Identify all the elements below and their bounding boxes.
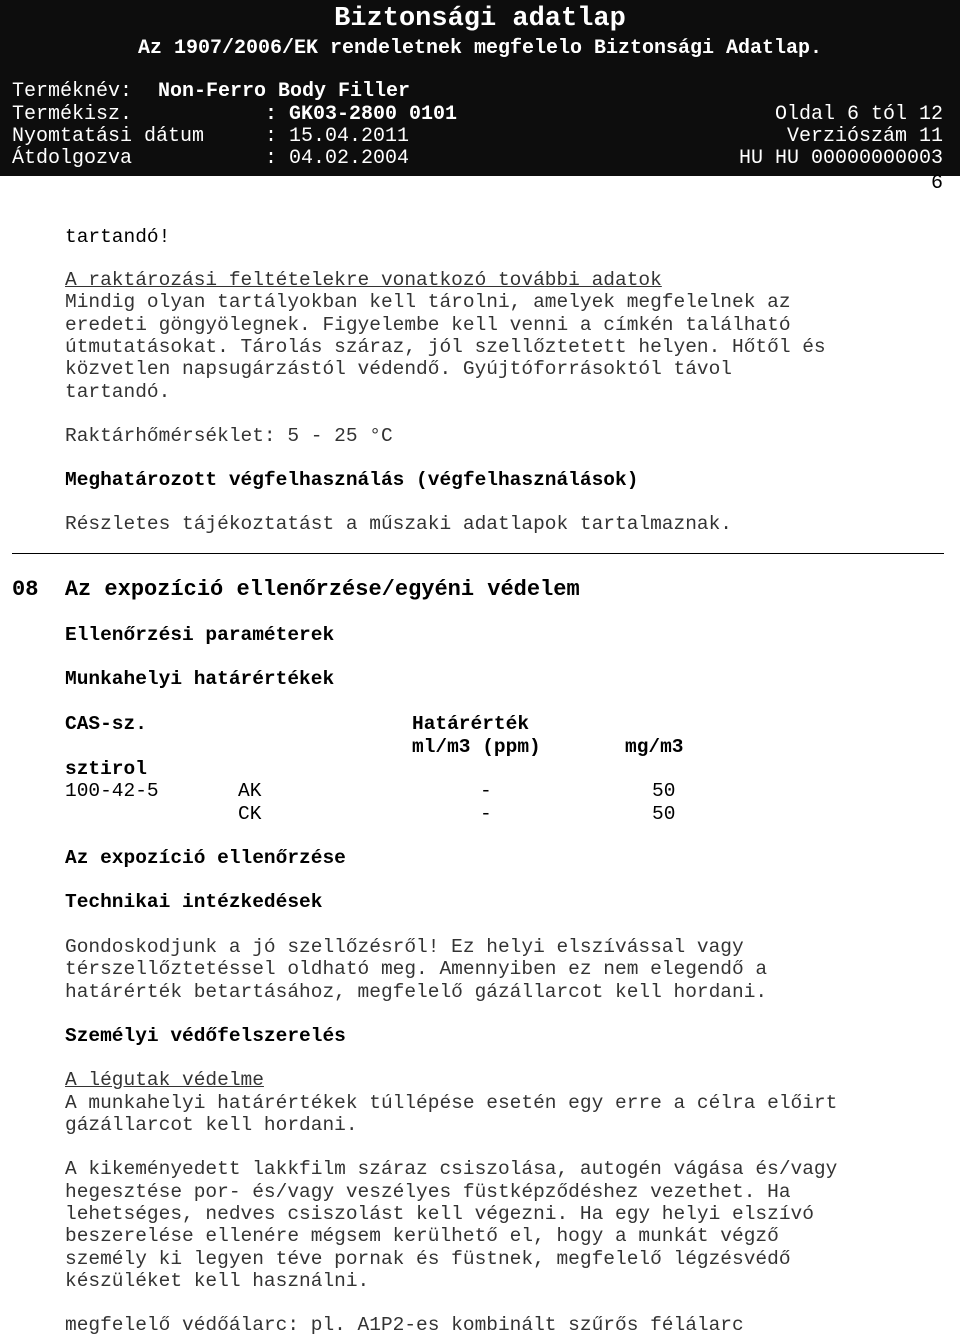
- storage-line: tartandó.: [65, 381, 171, 403]
- technical-measures-heading: Technikai intézkedések: [65, 891, 323, 913]
- limit-ppm: -: [480, 803, 492, 825]
- grinding-line: lehetséges, nedves csiszolást kell végezni. Ha egy helyi elszívó: [65, 1203, 814, 1225]
- ppe-heading: Személyi védőfelszerelés: [65, 1025, 346, 1047]
- limit-mgm3: 50: [652, 803, 676, 825]
- end-use-heading: Meghatározott végfelhasználás (végfelhasználások): [65, 469, 639, 491]
- print-date: : 15.04.2011: [265, 125, 410, 148]
- grinding-line: A kikeményedett lakkfilm száraz csiszolása, autogén vágása és/vagy: [65, 1158, 838, 1180]
- document-title: Biztonsági adatlap: [334, 4, 626, 34]
- section-heading: Az expozíció ellenőrzése/egyéni védelem: [64, 577, 580, 602]
- grinding-line: beszerelése ellenére mégsem kerülhető el, hogy a munkát végző: [65, 1225, 779, 1247]
- storage-line: útmutatásokat. Tárolás száraz, jól szellőztetett helyen. Hőtől és: [65, 336, 826, 358]
- storage-line: közvetlen napsugárzástól védendő. Gyújtóforrásoktól távol: [65, 358, 733, 380]
- respiratory-line: gázállarcot kell hordani.: [65, 1114, 358, 1136]
- product-name: Non-Ferro Body Filler: [158, 80, 411, 103]
- substance-name: sztirol: [65, 758, 147, 780]
- limit-type: AK: [238, 780, 262, 802]
- control-parameters-heading: Ellenőrzési paraméterek: [65, 624, 335, 646]
- technical-line: Gondoskodjunk a jó szellőzésről! Ez helyi elszívással vagy: [65, 936, 744, 958]
- revised-label: Átdolgozva: [12, 147, 133, 170]
- limit-mgm3: 50: [652, 780, 676, 802]
- section-title: [12, 577, 580, 602]
- table-header-mgm3: mg/m3: [625, 736, 684, 758]
- grinding-line: hegesztése por- és/vagy veszélyes füstképződéshez vezethet. Ha: [65, 1181, 791, 1203]
- product-number: : GK03-2800 0101: [265, 103, 458, 126]
- version-number: Verziószám 11: [786, 125, 943, 148]
- technical-line: határérték betartásához, megfelelő gázállarcot kell hordani.: [65, 981, 768, 1003]
- grinding-line: készüléket kell használni.: [65, 1270, 370, 1292]
- respiratory-line: A munkahelyi határértékek túllépése esetén egy erre a célra előirt: [65, 1092, 838, 1114]
- page-number: 6: [930, 172, 943, 195]
- mask-recommendation: megfelelő védőálarc: pl. A1P2-es kombinált szűrős félálarc: [65, 1314, 744, 1336]
- print-date-label: Nyomtatási dátum: [12, 125, 205, 148]
- carryover-text: tartandó!: [65, 226, 171, 248]
- workplace-limits-heading: Munkahelyi határértékek: [65, 668, 335, 690]
- storage-line: eredeti göngyölegnek. Figyelembe kell venni a címkén található: [65, 314, 791, 336]
- grinding-line: személy ki legyen téve pornak és füstnek, megfelelő légzésvédő: [65, 1248, 791, 1270]
- revised-date: : 04.02.2004: [265, 147, 410, 170]
- cas-number: 100-42-5: [65, 780, 159, 802]
- storage-temperature: Raktárhőmérséklet: 5 - 25 °C: [65, 425, 393, 447]
- product-number-label: Termékisz.: [12, 103, 133, 126]
- section-divider: [12, 553, 944, 554]
- regulation-subtitle: Az 1907/2006/EK rendeletnek megfelelo Biztonsági Adatlap.: [137, 37, 823, 60]
- document-header: [0, 0, 960, 176]
- table-header-ppm: ml/m3 (ppm): [412, 736, 541, 758]
- storage-line: Mindig olyan tartályokban kell tárolni, amelyek megfelelnek az: [65, 291, 791, 313]
- exposure-control-heading: Az expozíció ellenőrzése: [65, 847, 346, 869]
- end-use-text: Részletes tájékoztatást a műszaki adatlapok tartalmaznak.: [65, 513, 733, 535]
- table-header-limit: Határérték: [412, 713, 530, 735]
- respiratory-heading: A légutak védelme: [65, 1069, 264, 1091]
- page-indicator: Oldal 6 tól 12: [774, 103, 943, 126]
- section-number: 08: [12, 577, 39, 602]
- technical-line: térszellőztetéssel oldható meg. Amennyiben ez nem elegendő a: [65, 958, 768, 980]
- country-code: HU HU 00000000003: [738, 147, 943, 170]
- limit-type: CK: [238, 803, 262, 825]
- storage-heading: A raktározási feltételekre vonatkozó további adatok: [65, 269, 662, 291]
- limit-ppm: -: [480, 780, 492, 802]
- product-name-label: Terméknév:: [12, 80, 133, 103]
- table-header-cas: CAS-sz.: [65, 713, 147, 735]
